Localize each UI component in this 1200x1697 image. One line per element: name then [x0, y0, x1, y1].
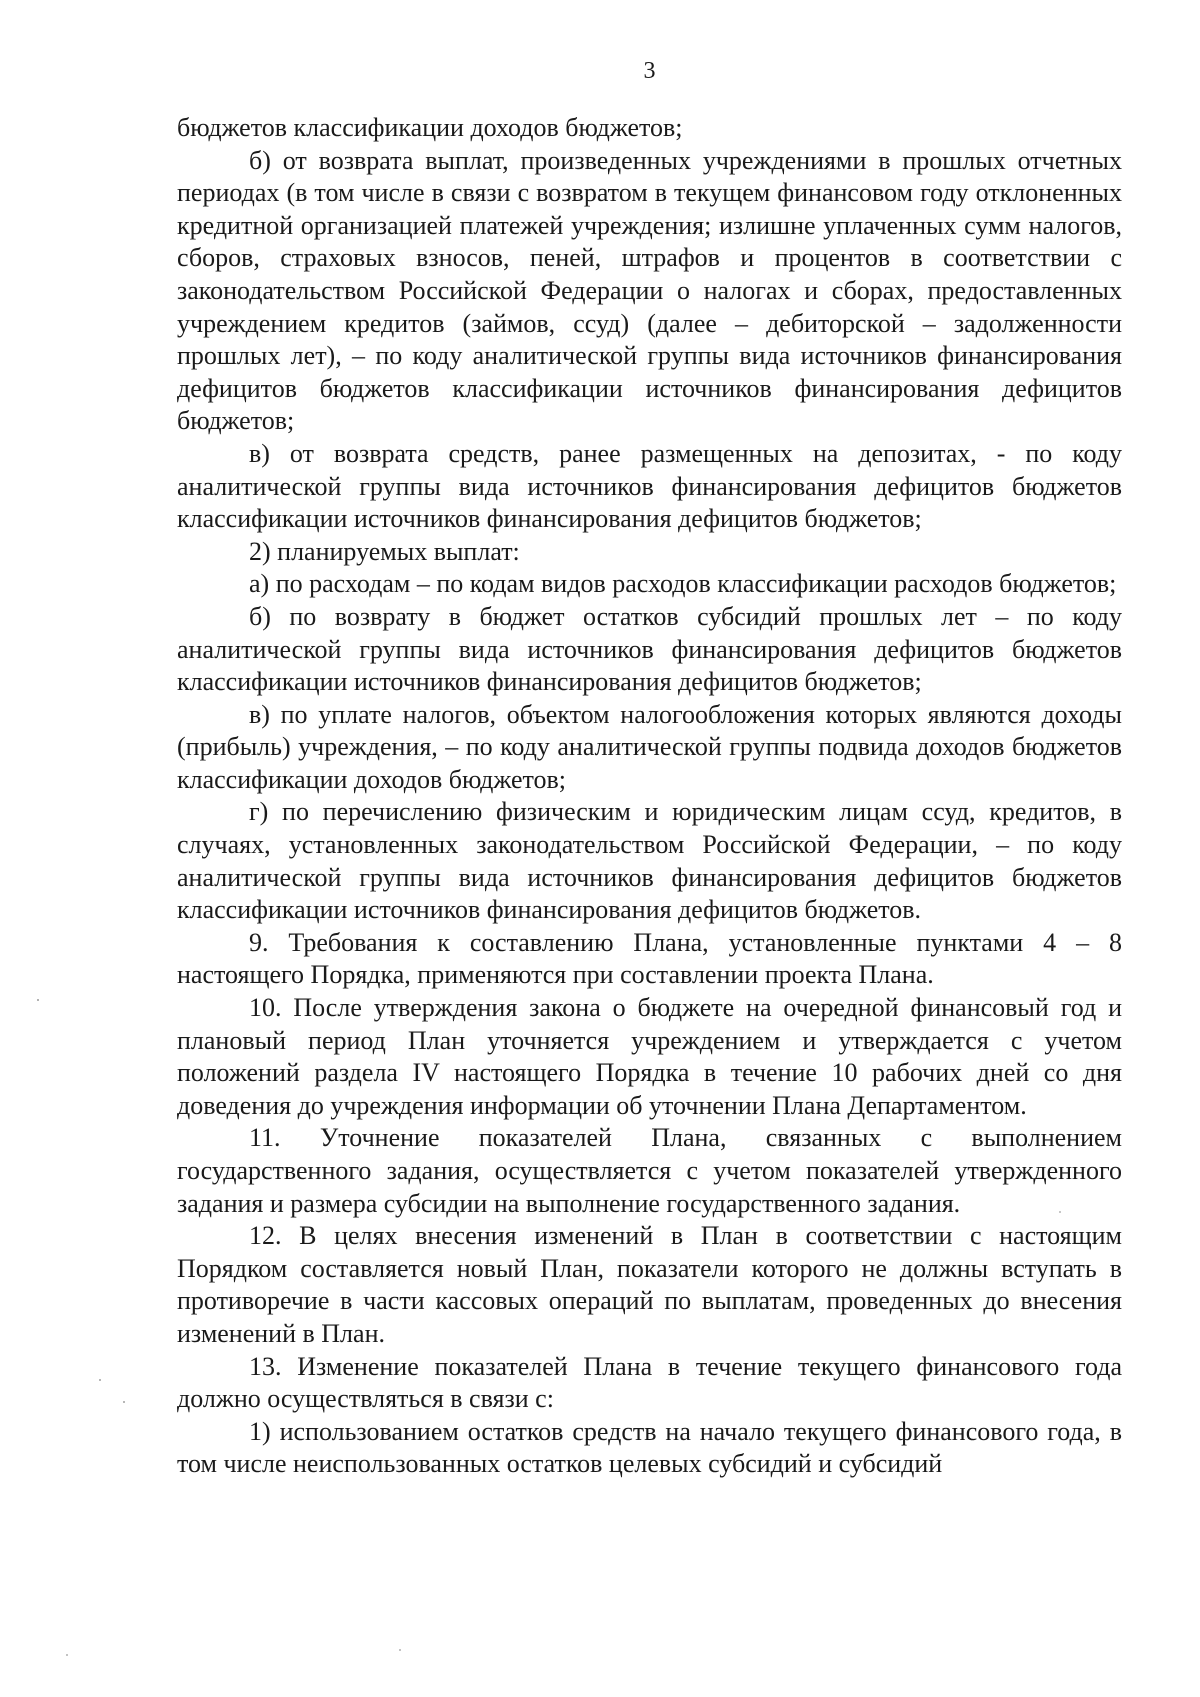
clause-11: 11. Уточнение показателей Плана, связанных с выполнением государственного задания, осуществляется с учетом показателей утвержденного задания и размера субсидии на выполнение государственного задания.: [177, 1123, 1122, 1218]
paragraph-v-deposits: в) от возврата средств, ранее размещенных на депозитах, - по коду аналитической группы вида источников финансирования дефицитов бюджетов классификации источников финансирования дефицитов бюджетов;: [177, 438, 1122, 534]
paragraph-a-expenses: а) по расходам – по кодам видов расходов классификации расходов бюджетов;: [249, 569, 1117, 599]
clause-10: 10. После утверждения закона о бюджете на очередной финансовый год и плановый период План уточняется учреждением и утверждается с учетом положений раздела IV настоящего Порядка в течение 10 рабочих дней со дня доведения до учреждения информации об уточнении Плана Департаментом.: [177, 993, 1122, 1120]
paragraph-g-loans: г) по перечислению физическим и юридическим лицам ссуд, кредитов, в случаях, установленных законодательством Российской Федерации, – по коду аналитической группы вида источников финансирования дефицитов бюджетов классификации источников финансирования дефицитов бюджетов.: [177, 797, 1122, 925]
paragraph-b-refunds: б) от возврата выплат, произведенных учреждениями в прошлых отчетных периодах (в том числе в связи с возвратом в текущем финансовом году отклоненных кредитной организацией платежей учреждения; излишне уплаченных сумм налогов, сборов, страховых взносов, пеней, штрафов и процентов в соответствии с законодательством Российской Федерации о налогах и сборах, предоставленных учреждением кредитов (займов, ссуд) (далее – дебиторской – задолженности прошлых лет), – по коду аналитической группы вида источников финансирования дефицитов бюджетов классификации источников финансирования дефицитов бюджетов;: [177, 145, 1122, 436]
page-number: 3: [643, 58, 656, 84]
clause-9: 9. Требования к составлению Плана, установленные пунктами 4 – 8 настоящего Порядка, применяются при составлении проекта Плана.: [177, 927, 1122, 990]
clause-13: 13. Изменение показателей Плана в течение текущего финансового года должно осуществляться в связи с:: [177, 1351, 1122, 1414]
paragraph-v-taxes: в) по уплате налогов, объектом налогообложения которых являются доходы (прибыль) учреждения, – по коду аналитической группы подвида доходов бюджетов классификации доходов бюджетов;: [177, 699, 1122, 794]
paragraph-b-subsidy-return: б) по возврату в бюджет остатков субсидий прошлых лет – по коду аналитической группы вида источников финансирования дефицитов бюджетов классификации источников финансирования дефицитов бюджетов;: [177, 601, 1122, 697]
paragraph-2-planned-payments: 2) планируемых выплат:: [249, 536, 520, 566]
clause-12: 12. В целях внесения изменений в План в соответствии с настоящим Порядком составляется новый План, показатели которого не должны вступать в противоречие в части кассовых операций по выплатам, проведенных до внесения изменений в План.: [177, 1221, 1122, 1348]
paragraph-continuation: бюджетов классификации доходов бюджетов;: [177, 113, 683, 142]
document-body: [177, 112, 1122, 1481]
clause-13-item-1: 1) использованием остатков средств на начало текущего финансового года, в том числе неиспользованных остатков целевых субсидий и субсидий: [177, 1416, 1122, 1479]
